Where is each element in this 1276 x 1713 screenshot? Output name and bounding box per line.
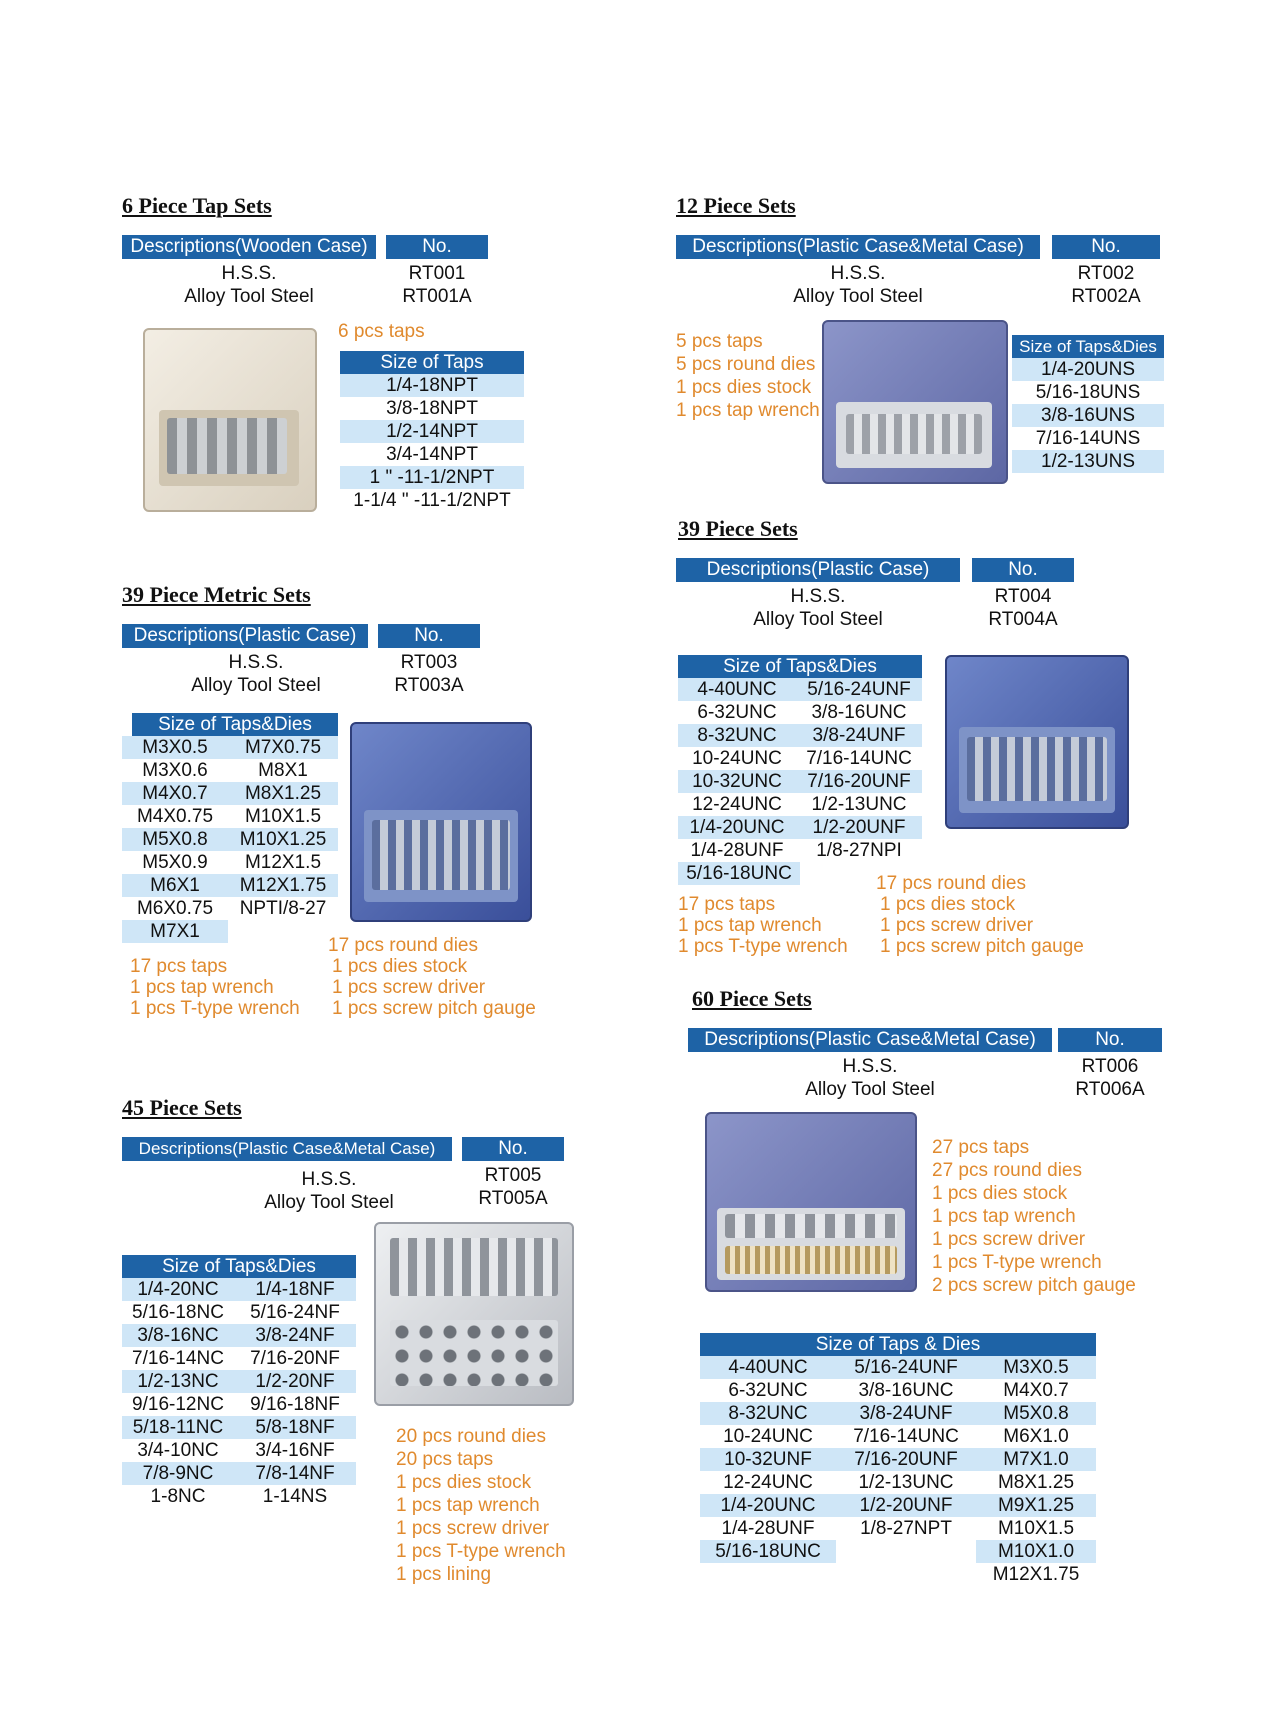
size-cell: 4-40UNC (697, 679, 777, 700)
contents-item: 5 pcs round dies (676, 354, 816, 375)
product-photo-wooden-case (143, 328, 317, 512)
size-cell: M12X1.75 (992, 1564, 1080, 1585)
size-cell: 1/2-13UNS (1041, 451, 1135, 472)
product-photo-plastic-case-39 (945, 655, 1129, 829)
size-cell: 7/16-14UNC (806, 748, 912, 769)
size-cell: M3X0.6 (142, 760, 208, 781)
section-title-39-metric: 39 Piece Metric Sets (122, 582, 311, 607)
desc-alloy: Alloy Tool Steel (753, 609, 883, 630)
section-title-45-piece: 45 Piece Sets (122, 1095, 242, 1120)
product-photo-metal-case-12 (822, 320, 1008, 484)
no-rt005: RT005 (484, 1165, 542, 1186)
contents-list-12 (676, 330, 820, 422)
desc-hss: H.S.S. (301, 1169, 357, 1190)
desc-alloy: Alloy Tool Steel (264, 1192, 394, 1213)
size-cell: 7/8-9NC (142, 1463, 214, 1484)
section-title-6-piece: 6 Piece Tap Sets (122, 193, 272, 218)
size-cell: 1/8-27NPI (816, 840, 902, 861)
contents-item: 1 pcs dies stock (880, 894, 1016, 915)
size-cell: 12-24UNC (723, 1472, 813, 1493)
size-table-60 (700, 1333, 1096, 1586)
size-cell: M4X0.7 (142, 783, 208, 804)
product-photo-metal-case-60 (705, 1112, 917, 1292)
contents-item: 2 pcs screw pitch gauge (932, 1275, 1136, 1296)
header-no: No. (386, 235, 488, 259)
size-cell: 8-32UNC (728, 1403, 808, 1424)
size-table-12 (1012, 335, 1164, 473)
size-cell: 3/4-14NPT (386, 444, 478, 465)
no-rt002: RT002 (1077, 263, 1135, 284)
contents-list-39-a (678, 894, 848, 957)
size-cell: M8X1 (258, 760, 308, 781)
size-cell: 10-32UNC (692, 771, 782, 792)
size-cell: 1-14NS (262, 1486, 328, 1507)
no-rt004: RT004 (994, 586, 1052, 607)
size-table-header: Size of Taps&Dies (1012, 335, 1164, 358)
header-no: No. (972, 558, 1074, 582)
size-cell: 7/16-14UNC (853, 1426, 959, 1447)
section-title-12-piece: 12 Piece Sets (676, 193, 796, 218)
size-cell: 3/8-16UNS (1041, 405, 1135, 426)
desc-hss: H.S.S. (842, 1056, 898, 1077)
header-descriptions: Descriptions(Plastic Case&Metal Case) (122, 1137, 452, 1161)
size-cell: 7/16-20UNF (854, 1449, 958, 1470)
size-cell: 1/4-28UNF (721, 1518, 815, 1539)
size-cell: 4-40UNC (728, 1357, 808, 1378)
size-cell: 3/8-24UNF (859, 1403, 953, 1424)
size-cell: M8X1.25 (244, 783, 322, 804)
size-cell: 1/2-20UNF (812, 817, 906, 838)
size-cell: 9/16-12NC (132, 1394, 224, 1415)
contents-item: 17 pcs round dies (328, 935, 478, 956)
size-cell: 8-32UNC (697, 725, 777, 746)
size-cell: M10X1.5 (997, 1518, 1075, 1539)
size-cell: 5/16-18UNC (700, 1540, 836, 1563)
size-cell: 1/4-20NC (137, 1279, 219, 1300)
size-cell: M3X0.5 (142, 737, 208, 758)
section-title-39-piece: 39 Piece Sets (678, 516, 798, 541)
contents-item: 1 pcs screw pitch gauge (880, 936, 1084, 957)
size-cell: M10X1.0 (976, 1540, 1096, 1563)
size-cell: 1/2-13UNC (811, 794, 907, 815)
size-table-header: Size of Taps&Dies (678, 655, 922, 678)
size-cell: 1/2-13NC (137, 1371, 219, 1392)
size-cell: 1/2-20NF (255, 1371, 335, 1392)
size-cell: 9/16-18NF (250, 1394, 340, 1415)
size-cell: 1 " -11-1/2NPT (369, 467, 495, 488)
size-table-45 (122, 1255, 356, 1508)
size-cell: M8X1.25 (997, 1472, 1075, 1493)
size-cell: 5/16-24NF (250, 1302, 340, 1323)
no-rt003: RT003 (400, 652, 458, 673)
size-cell: 5/16-24UNF (854, 1357, 958, 1378)
contents-item: 1 pcs T-type wrench (130, 998, 300, 1019)
product-photo-plastic-case-39-metric (350, 722, 532, 922)
contents-list-39-b (876, 873, 1084, 957)
size-cell: 7/16-14NC (132, 1348, 224, 1369)
contents-item: 1 pcs tap wrench (396, 1495, 540, 1516)
header-no: No. (1058, 1028, 1162, 1052)
size-cell: 1/8-27NPT (860, 1518, 952, 1539)
size-table-39 (678, 655, 922, 885)
contents-item: 20 pcs round dies (396, 1426, 546, 1447)
contents-item: 17 pcs taps (130, 956, 228, 977)
header-no: No. (462, 1137, 564, 1161)
contents-item: 20 pcs taps (396, 1449, 494, 1470)
contents-item: 27 pcs round dies (932, 1160, 1082, 1181)
size-cell: 1/2-20UNF (859, 1495, 953, 1516)
size-cell: M10X1.25 (239, 829, 327, 850)
contents-item: 1 pcs T-type wrench (932, 1252, 1102, 1273)
size-cell: M5X0.9 (142, 852, 208, 873)
no-rt003a: RT003A (394, 675, 464, 696)
size-cell: 1-8NC (150, 1486, 206, 1507)
size-cell: 7/16-14UNS (1035, 428, 1141, 449)
contents-item: 1 pcs screw driver (396, 1518, 550, 1539)
size-table-6 (340, 351, 524, 512)
size-cell: 3/8-16UNC (858, 1380, 954, 1401)
size-cell: 10-24UNC (692, 748, 782, 769)
header-descriptions: Descriptions(Plastic Case) (122, 624, 368, 648)
no-rt002a: RT002A (1071, 286, 1141, 307)
no-rt006a: RT006A (1075, 1079, 1145, 1100)
size-cell: 3/8-16NC (137, 1325, 219, 1346)
size-cell: M3X0.5 (1003, 1357, 1069, 1378)
size-cell: M4X0.75 (136, 806, 214, 827)
no-rt001: RT001 (408, 263, 466, 284)
size-cell: M7X1 (122, 920, 228, 943)
product-photo-plastic-case-45 (374, 1222, 574, 1406)
contents-item: 1 pcs T-type wrench (396, 1541, 566, 1562)
size-cell: M12X1.5 (244, 852, 322, 873)
size-table-header: Size of Taps (340, 351, 524, 374)
size-cell: 3/8-18NPT (386, 398, 478, 419)
size-table-header: Size of Taps & Dies (700, 1333, 1096, 1356)
contents-item: 27 pcs taps (932, 1137, 1030, 1158)
size-cell: 3/8-24NF (255, 1325, 335, 1346)
size-cell: 1/4-18NPT (386, 375, 478, 396)
desc-hss: H.S.S. (790, 586, 846, 607)
size-cell: 1/2-13UNC (858, 1472, 954, 1493)
contents-item: 1 pcs dies stock (332, 956, 468, 977)
contents-item: 1 pcs tap wrench (130, 977, 274, 998)
header-no: No. (378, 624, 480, 648)
header-descriptions: Descriptions(Wooden Case) (122, 235, 376, 259)
size-cell: M7X0.75 (244, 737, 322, 758)
no-rt001a: RT001A (402, 286, 472, 307)
size-cell: 5/8-18NF (255, 1417, 335, 1438)
contents-list-39m-a (130, 956, 300, 1019)
size-cell: 7/16-20NF (250, 1348, 340, 1369)
size-cell: 5/16-18NC (132, 1302, 224, 1323)
size-cell: 5/18-11NC (132, 1417, 224, 1438)
size-cell: 10-24UNC (723, 1426, 813, 1447)
contents-list-45 (396, 1425, 566, 1586)
size-cell: M10X1.5 (244, 806, 322, 827)
contents-item: 1 pcs dies stock (676, 377, 812, 398)
contents-item: 1 pcs tap wrench (676, 400, 820, 421)
size-cell: 1/4-28UNF (690, 840, 784, 861)
size-cell: 6-32UNC (697, 702, 777, 723)
size-cell: M6X1 (150, 875, 200, 896)
contents-item: 17 pcs round dies (876, 873, 1026, 894)
contents-item: 1 pcs tap wrench (678, 915, 822, 936)
no-rt006: RT006 (1081, 1056, 1139, 1077)
size-cell: 6-32UNC (728, 1380, 808, 1401)
contents-item: 1 pcs screw driver (880, 915, 1034, 936)
size-cell: M4X0.7 (1003, 1380, 1069, 1401)
size-cell: NPTI/8-27 (239, 898, 327, 919)
contents-item: 1 pcs dies stock (396, 1472, 532, 1493)
size-cell: M7X1.0 (1003, 1449, 1069, 1470)
header-descriptions: Descriptions(Plastic Case&Metal Case) (676, 235, 1040, 259)
desc-alloy: Alloy Tool Steel (805, 1079, 935, 1100)
desc-hss: H.S.S. (228, 652, 284, 673)
size-cell: M5X0.8 (1003, 1403, 1069, 1424)
size-cell: 7/16-20UNF (807, 771, 911, 792)
size-cell: 3/4-10NC (137, 1440, 219, 1461)
size-cell: 3/4-16NF (255, 1440, 335, 1461)
desc-hss: H.S.S. (221, 263, 277, 284)
size-cell: 7/8-14NF (255, 1463, 335, 1484)
desc-alloy: Alloy Tool Steel (191, 675, 321, 696)
size-cell: 3/8-16UNC (811, 702, 907, 723)
contents-item: 1 pcs T-type wrench (678, 936, 848, 957)
section-title-60-piece: 60 Piece Sets (692, 986, 812, 1011)
contents-taps: 6 pcs taps (338, 321, 425, 342)
contents-item: 1 pcs screw driver (332, 977, 486, 998)
size-cell: 1/4-20UNS (1041, 359, 1135, 380)
contents-item: 1 pcs dies stock (932, 1183, 1068, 1204)
contents-item: 1 pcs screw pitch gauge (332, 998, 536, 1019)
contents-item: 1 pcs tap wrench (932, 1206, 1076, 1227)
contents-item: 1 pcs screw driver (932, 1229, 1086, 1250)
size-cell: 5/16-18UNS (1035, 382, 1141, 403)
header-descriptions: Descriptions(Plastic Case&Metal Case) (688, 1028, 1052, 1052)
desc-alloy: Alloy Tool Steel (793, 286, 923, 307)
size-table-39-metric (122, 713, 338, 943)
size-cell: 5/16-18UNC (678, 862, 800, 885)
size-cell: M6X1.0 (1003, 1426, 1069, 1447)
size-cell: 1/2-14NPT (386, 421, 478, 442)
size-table-header: Size of Taps&Dies (122, 1255, 356, 1278)
no-rt004a: RT004A (988, 609, 1058, 630)
header-descriptions: Descriptions(Plastic Case) (676, 558, 960, 582)
size-cell: 1/4-18NF (255, 1279, 335, 1300)
size-cell: 3/8-24UNF (812, 725, 906, 746)
size-table-header: Size of Taps&Dies (132, 713, 338, 736)
size-cell: M9X1.25 (997, 1495, 1075, 1516)
size-cell: 12-24UNC (692, 794, 782, 815)
size-cell: 1-1/4 " -11-1/2NPT (353, 490, 511, 511)
size-cell: M5X0.8 (142, 829, 208, 850)
size-cell: 1/4-20UNC (689, 817, 785, 838)
size-cell: 1/4-20UNC (720, 1495, 816, 1516)
header-no: No. (1052, 235, 1160, 259)
size-cell: M12X1.75 (239, 875, 327, 896)
desc-hss: H.S.S. (830, 263, 886, 284)
contents-item: 5 pcs taps (676, 331, 763, 352)
contents-list-60 (932, 1136, 1136, 1297)
desc-alloy: Alloy Tool Steel (184, 286, 314, 307)
no-rt005a: RT005A (478, 1188, 548, 1209)
contents-item: 1 pcs lining (396, 1564, 492, 1585)
size-cell: 5/16-24UNF (807, 679, 911, 700)
size-cell: M6X0.75 (136, 898, 214, 919)
contents-item: 17 pcs taps (678, 894, 776, 915)
size-cell: 10-32UNF (724, 1449, 812, 1470)
contents-list-39m-b (328, 935, 536, 1019)
